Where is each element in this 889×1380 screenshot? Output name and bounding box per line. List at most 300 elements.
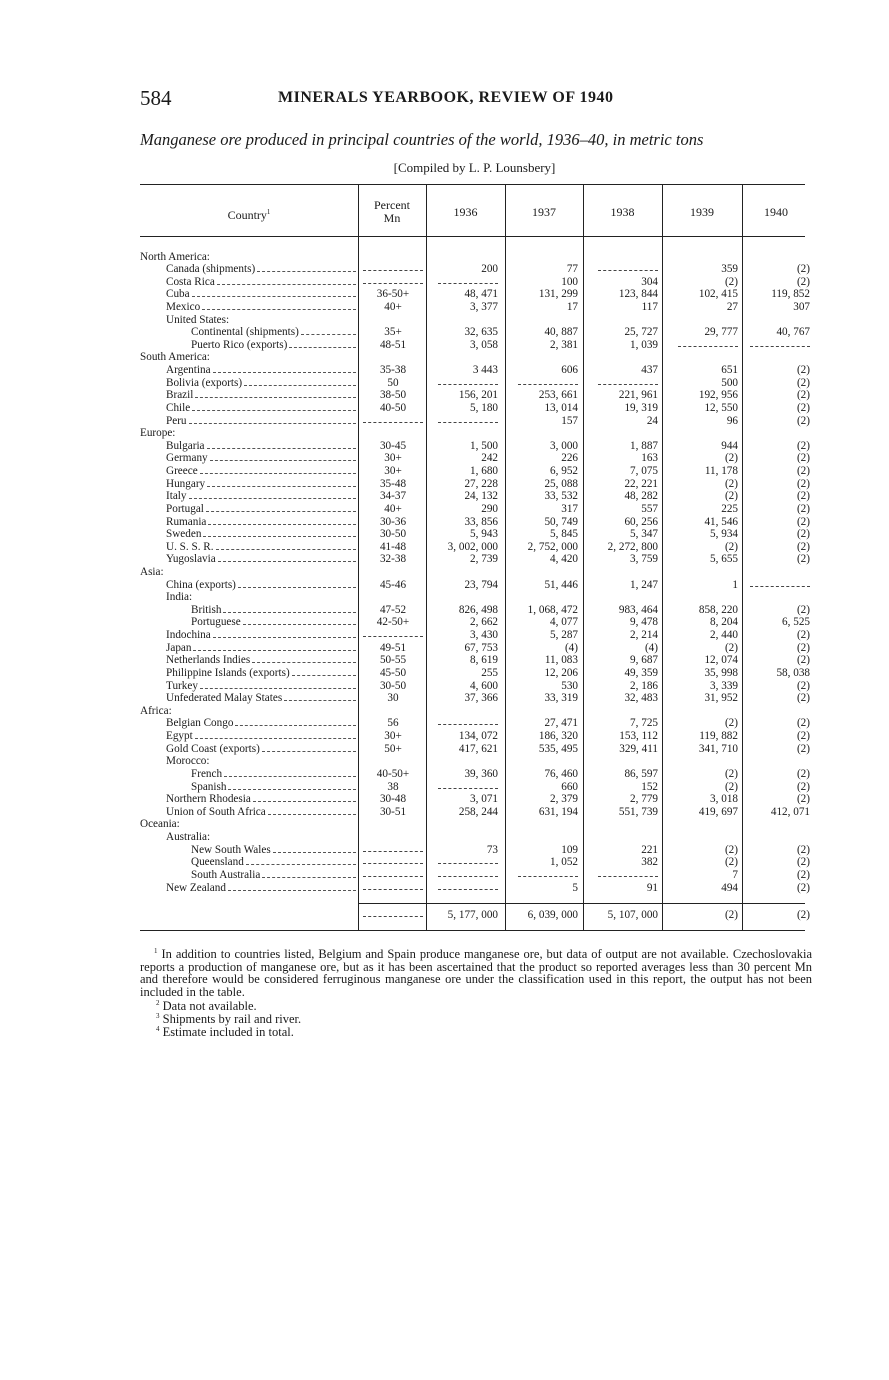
country-name: Belgian Congo	[166, 717, 234, 730]
value-cell: (2)	[724, 856, 738, 869]
value-cell: 2, 739	[470, 553, 498, 566]
value-cell: 225	[721, 502, 738, 515]
value-cell: 156, 201	[458, 389, 498, 402]
column-header-1936: 1936	[453, 205, 478, 219]
value-cell: 606	[561, 364, 578, 377]
value-cell	[745, 339, 810, 351]
value-cell	[428, 869, 498, 881]
value-cell: 119, 852	[771, 288, 810, 301]
table-row	[0, 768, 889, 780]
percent-mn-cell: 32-38	[379, 553, 407, 566]
table-row	[0, 351, 889, 363]
percent-mn-cell	[362, 415, 424, 427]
dash-placeholder	[750, 339, 810, 347]
value-cell	[428, 856, 498, 868]
country-name: Europe:	[140, 427, 176, 440]
leader-dashes	[228, 781, 356, 790]
leader-dashes	[213, 364, 356, 373]
value-cell: 3, 071	[470, 793, 498, 806]
country-name: Costa Rica	[166, 275, 215, 288]
value-cell: 13, 014	[544, 401, 578, 414]
percent-mn-cell: 48-51	[379, 338, 407, 351]
value-cell: 8, 619	[470, 654, 498, 667]
table-row	[0, 263, 889, 275]
value-cell: 1, 068, 472	[527, 603, 578, 616]
country-name: Japan	[166, 641, 192, 654]
value-cell: 253, 661	[538, 389, 578, 402]
table-row	[0, 516, 889, 528]
leader-dashes	[224, 768, 356, 777]
value-cell: 100	[561, 275, 578, 288]
value-cell: 12, 074	[704, 654, 738, 667]
value-cell: 200	[481, 263, 498, 276]
value-cell: 2, 214	[630, 629, 658, 642]
value-cell: (2)	[796, 717, 810, 730]
value-cell: 3, 759	[630, 553, 658, 566]
value-cell: 3, 000	[550, 439, 578, 452]
table-row	[0, 705, 889, 717]
country-name: Canada (shipments)	[166, 263, 256, 276]
value-cell: (2)	[796, 553, 810, 566]
leader-dashes	[203, 528, 356, 537]
value-cell: (2)	[724, 477, 738, 490]
table-row	[0, 276, 889, 288]
percent-mn-cell: 30-50	[379, 528, 407, 541]
value-cell	[506, 377, 578, 389]
value-cell: 1, 500	[470, 439, 498, 452]
column-header-country	[140, 206, 358, 222]
leader-dashes	[273, 844, 356, 853]
table-row	[0, 806, 889, 818]
percent-mn-cell	[362, 844, 424, 856]
column-header-1939: 1939	[690, 205, 714, 219]
footnote-3-text: Shipments by rail and river.	[162, 1012, 302, 1027]
value-cell: (2)	[796, 414, 810, 427]
value-cell: (2)	[796, 692, 810, 705]
leader-dashes	[200, 465, 356, 474]
dash-placeholder	[598, 869, 658, 877]
table-row	[0, 831, 889, 843]
table-row	[0, 377, 889, 389]
value-cell: 123, 844	[618, 288, 658, 301]
value-cell: 242	[481, 452, 498, 465]
value-cell: 1	[732, 578, 738, 591]
value-cell: (2)	[796, 465, 810, 478]
value-cell: 32, 483	[624, 692, 658, 705]
value-cell: (2)	[724, 780, 738, 793]
percent-mn-cell	[362, 629, 424, 641]
value-cell: (2)	[724, 767, 738, 780]
value-cell: (2)	[796, 654, 810, 667]
value-cell: 660	[561, 780, 578, 793]
leader-dashes	[192, 402, 356, 411]
value-cell: 48, 471	[464, 288, 498, 301]
value-cell: 33, 532	[544, 490, 578, 503]
total-value-cell: 6, 039, 000	[527, 909, 578, 921]
percent-mn-cell: 30+	[384, 452, 402, 465]
value-cell: 826, 498	[458, 603, 498, 616]
dash-placeholder	[438, 377, 498, 385]
value-cell: 858, 220	[698, 603, 738, 616]
value-cell: 2, 752, 000	[527, 540, 578, 553]
value-cell: 2, 272, 800	[607, 540, 658, 553]
table-row	[0, 781, 889, 793]
value-cell: 631, 194	[538, 805, 578, 818]
leader-dashes	[218, 553, 356, 562]
value-cell: (2)	[796, 490, 810, 503]
total-row	[0, 909, 889, 921]
value-cell: 382	[641, 856, 658, 869]
value-cell: 33, 856	[464, 515, 498, 528]
dash-placeholder	[438, 856, 498, 864]
table-row	[0, 755, 889, 767]
table-subtitle: [Compiled by L. P. Lounsbery]	[393, 160, 556, 175]
country-name: Argentina	[166, 364, 211, 377]
percent-mn-cell: 40+	[384, 300, 402, 313]
value-cell	[428, 276, 498, 288]
country-name: Sweden	[166, 528, 202, 541]
value-cell: 944	[721, 439, 738, 452]
table-row	[0, 604, 889, 616]
footnote-1-text: In addition to countries listed, Belgium and Spain produce manganese ore, but data of output are not available. Czechoslovakia reports a production of manganese ore, but as it has been ascertained that the product so reported averages less than 30 percent Mn and therefore would be considered ferruginous manganese ore under the classification used in this report, the output has not been included in the table.	[140, 947, 813, 999]
value-cell: 4, 420	[550, 553, 578, 566]
value-cell: 3, 002, 000	[447, 540, 498, 553]
value-cell: 48, 282	[624, 490, 658, 503]
value-cell: 29, 777	[704, 326, 738, 339]
table-row	[0, 440, 889, 452]
total-value-cell: 5, 107, 000	[607, 909, 658, 921]
value-cell: 494	[721, 881, 738, 894]
value-cell: 86, 597	[624, 767, 658, 780]
country-name: Mexico	[166, 300, 201, 313]
leader-dashes	[208, 516, 356, 525]
percent-mn-cell	[362, 263, 424, 275]
country-name: Yugoslavia	[166, 553, 216, 566]
value-cell: 7, 725	[630, 717, 658, 730]
value-cell: 19, 319	[624, 401, 658, 414]
value-cell: 73	[486, 843, 498, 856]
value-cell: (2)	[796, 780, 810, 793]
percent-mn-cell: 50-55	[379, 654, 407, 667]
value-cell: 50, 749	[544, 515, 578, 528]
value-cell: 119, 882	[699, 730, 738, 743]
value-cell	[584, 377, 658, 389]
value-cell: 258, 244	[458, 805, 498, 818]
table-row	[0, 869, 889, 881]
value-cell: (2)	[796, 629, 810, 642]
value-cell: (2)	[724, 490, 738, 503]
value-cell: (2)	[796, 275, 810, 288]
value-cell: 11, 083	[544, 654, 578, 667]
value-cell: 307	[793, 300, 810, 313]
country-name: U. S. S. R.	[166, 540, 214, 553]
value-cell	[428, 717, 498, 729]
value-cell: (2)	[796, 679, 810, 692]
table-row	[0, 566, 889, 578]
country-name: Greece	[166, 465, 198, 478]
value-cell: (2)	[724, 717, 738, 730]
leader-dashes	[246, 856, 356, 865]
value-cell: (2)	[724, 275, 738, 288]
percent-mn-cell	[362, 882, 424, 894]
value-cell: 304	[641, 275, 658, 288]
value-cell: 3, 377	[470, 300, 498, 313]
table-top-rule	[140, 184, 805, 185]
value-cell: 11, 178	[704, 465, 738, 478]
table-row	[0, 680, 889, 692]
value-cell: 3, 430	[470, 629, 498, 642]
value-cell: 1, 247	[630, 578, 658, 591]
table-row	[0, 364, 889, 376]
value-cell: 983, 464	[618, 603, 658, 616]
value-cell: 2, 440	[710, 629, 738, 642]
value-cell	[506, 869, 578, 881]
value-cell: 163	[641, 452, 658, 465]
value-cell: 134, 072	[458, 730, 498, 743]
value-cell: 3, 058	[470, 338, 498, 351]
value-cell: 290	[481, 502, 498, 515]
dash-placeholder	[363, 263, 423, 271]
value-cell: 5, 655	[710, 553, 738, 566]
table-row	[0, 251, 889, 263]
value-cell: 6, 525	[782, 616, 810, 629]
dash-placeholder	[438, 869, 498, 877]
country-name: Queensland	[191, 856, 244, 869]
value-cell: 32, 635	[464, 326, 498, 339]
value-cell: 2, 779	[630, 793, 658, 806]
percent-mn-cell: 47-52	[379, 603, 407, 616]
value-cell: (2)	[796, 401, 810, 414]
value-cell: 9, 687	[630, 654, 658, 667]
table-title: Manganese ore produced in principal countries of the world, 1936–40, in metric tons	[140, 130, 704, 149]
value-cell: (2)	[796, 376, 810, 389]
value-cell: 153, 112	[619, 730, 658, 743]
table-row	[0, 490, 889, 502]
percent-mn-cell: 50+	[384, 742, 402, 755]
country-name: Portugal	[166, 502, 204, 515]
value-cell: 221, 961	[618, 389, 658, 402]
table-row	[0, 553, 889, 565]
value-cell: 49, 359	[624, 666, 658, 679]
value-cell	[428, 415, 498, 427]
dash-placeholder	[363, 415, 423, 423]
value-cell: 2, 381	[550, 338, 578, 351]
value-cell: 27, 228	[464, 477, 498, 490]
value-cell: 40, 767	[776, 326, 810, 339]
percent-mn-cell: 49-51	[379, 641, 407, 654]
column-header-1938: 1938	[610, 205, 635, 219]
leader-dashes	[284, 692, 356, 701]
country-name: New Zealand	[166, 881, 226, 894]
leader-dashes	[223, 604, 356, 613]
percent-mn-cell: 30-48	[379, 793, 407, 806]
total-separator-rule	[358, 903, 805, 904]
percent-mn-cell	[362, 856, 424, 868]
percent-label: Percent	[374, 198, 410, 212]
leader-dashes	[206, 503, 356, 512]
table-row	[0, 882, 889, 894]
percent-mn-cell: 41-48	[379, 540, 407, 553]
table-row	[0, 339, 889, 351]
value-cell: (4)	[644, 641, 658, 654]
leader-dashes	[202, 301, 356, 310]
table-row	[0, 288, 889, 300]
country-name: United States:	[166, 313, 230, 326]
value-cell: 226	[561, 452, 578, 465]
value-cell: 2, 186	[630, 679, 658, 692]
table-row	[0, 642, 889, 654]
leader-dashes	[217, 276, 356, 285]
leader-dashes	[193, 642, 356, 651]
percent-mn-cell: 40-50+	[376, 767, 410, 780]
value-cell: 4, 077	[550, 616, 578, 629]
value-cell: 9, 478	[630, 616, 658, 629]
country-name: South America:	[140, 351, 210, 364]
value-cell: 3 443	[472, 364, 498, 377]
percent-mn-cell	[362, 869, 424, 881]
percent-mn-cell: 30-50	[379, 679, 407, 692]
value-cell: (2)	[796, 477, 810, 490]
country-footnote-mark: 1	[266, 208, 271, 216]
value-cell: 1, 039	[630, 338, 658, 351]
country-name: Italy	[166, 490, 187, 503]
leader-dashes	[207, 440, 356, 449]
value-cell: (2)	[796, 603, 810, 616]
value-cell: 12, 206	[544, 666, 578, 679]
country-name: South Australia	[191, 868, 261, 881]
percent-mn-cell: 38-50	[379, 389, 407, 402]
footnote-1-mark: 1	[154, 947, 158, 955]
value-cell: (2)	[796, 439, 810, 452]
footnote-4-text: Estimate included in total.	[162, 1025, 294, 1040]
country-name: Northern Rhodesia	[166, 793, 251, 806]
value-cell: 530	[561, 679, 578, 692]
leader-dashes	[228, 882, 356, 891]
leader-dashes	[238, 579, 356, 588]
footnote-1	[140, 945, 812, 998]
value-cell: 329, 411	[619, 742, 658, 755]
running-title: MINERALS YEARBOOK, REVIEW OF 1940	[278, 89, 614, 106]
value-cell: 51, 446	[544, 578, 578, 591]
column-header-1940: 1940	[764, 205, 788, 219]
value-cell: 557	[641, 502, 658, 515]
value-cell: 651	[721, 364, 738, 377]
value-cell: 27	[726, 300, 738, 313]
value-cell: 33, 319	[544, 692, 578, 705]
value-cell: 58, 038	[776, 666, 810, 679]
country-name: Bulgaria	[166, 439, 205, 452]
value-cell: 96	[726, 414, 738, 427]
country-name: British	[191, 603, 222, 616]
leader-dashes	[243, 616, 356, 625]
value-cell: 192, 956	[698, 389, 738, 402]
country-label: Country	[227, 208, 267, 222]
country-name: Asia:	[140, 566, 164, 578]
percent-mn-cell: 35-38	[379, 364, 407, 377]
leader-dashes	[207, 478, 356, 487]
leader-dashes	[235, 717, 356, 726]
dash-placeholder	[598, 263, 658, 271]
value-cell: 102, 415	[698, 288, 738, 301]
column-header-1937: 1937	[532, 205, 556, 219]
value-cell: 76, 460	[544, 767, 578, 780]
country-name: Chile	[166, 401, 191, 414]
value-cell	[584, 263, 658, 275]
table-bottom-rule	[140, 930, 805, 931]
leader-dashes	[262, 869, 356, 878]
table-row	[0, 856, 889, 868]
value-cell: 2, 662	[470, 616, 498, 629]
header-bottom-rule	[140, 236, 805, 237]
table-row	[0, 629, 889, 641]
value-cell: 5, 845	[550, 528, 578, 541]
total-value-cell: (2)	[724, 909, 738, 921]
value-cell: 1, 052	[550, 856, 578, 869]
leader-dashes	[252, 654, 356, 663]
footnote-2-mark: 2	[156, 999, 160, 1007]
percent-mn-cell: 30-51	[379, 805, 407, 818]
value-cell: 157	[561, 414, 578, 427]
value-cell: (2)	[796, 502, 810, 515]
percent-mn-cell: 38	[387, 780, 399, 793]
percent-mn-cell: 35+	[384, 326, 402, 339]
value-cell: 437	[641, 364, 658, 377]
table-row	[0, 402, 889, 414]
value-cell: 31, 952	[704, 692, 738, 705]
dash-placeholder	[518, 869, 578, 877]
column-header-percent	[358, 199, 426, 225]
value-cell: 1, 887	[630, 439, 658, 452]
value-cell: (2)	[796, 793, 810, 806]
percent-mn-cell: 30	[387, 692, 399, 705]
value-cell: (2)	[796, 452, 810, 465]
value-cell: 255	[481, 666, 498, 679]
value-cell: 131, 299	[538, 288, 578, 301]
value-cell	[428, 377, 498, 389]
country-name: Africa:	[140, 704, 172, 717]
value-cell	[428, 882, 498, 894]
value-cell: (2)	[796, 742, 810, 755]
country-name: Brazil	[166, 389, 194, 402]
footnote-2-text: Data not available.	[162, 999, 257, 1014]
leader-dashes	[216, 541, 356, 550]
table-row	[0, 591, 889, 603]
value-cell: 4, 600	[470, 679, 498, 692]
value-cell: 186, 320	[538, 730, 578, 743]
value-cell: (2)	[724, 641, 738, 654]
value-cell: 341, 710	[698, 742, 738, 755]
value-cell: 17	[566, 300, 578, 313]
mn-label: Mn	[383, 211, 401, 225]
leader-dashes	[268, 806, 356, 815]
value-cell: (2)	[796, 730, 810, 743]
value-cell: 500	[721, 376, 738, 389]
value-cell: 317	[561, 502, 578, 515]
country-name: Gold Coast (exports)	[166, 742, 260, 755]
percent-mn-cell: 34-37	[379, 490, 407, 503]
country-name: China (exports)	[166, 578, 236, 591]
footnote-3-mark: 3	[156, 1012, 160, 1020]
dash-placeholder	[363, 882, 423, 890]
value-cell: 25, 727	[624, 326, 658, 339]
value-cell: 2, 379	[550, 793, 578, 806]
dash-placeholder	[363, 869, 423, 877]
dash-placeholder	[518, 377, 578, 385]
dash-placeholder	[750, 579, 810, 587]
table-row	[0, 452, 889, 464]
country-name: Continental (shipments)	[191, 326, 299, 339]
value-cell: 5, 934	[710, 528, 738, 541]
